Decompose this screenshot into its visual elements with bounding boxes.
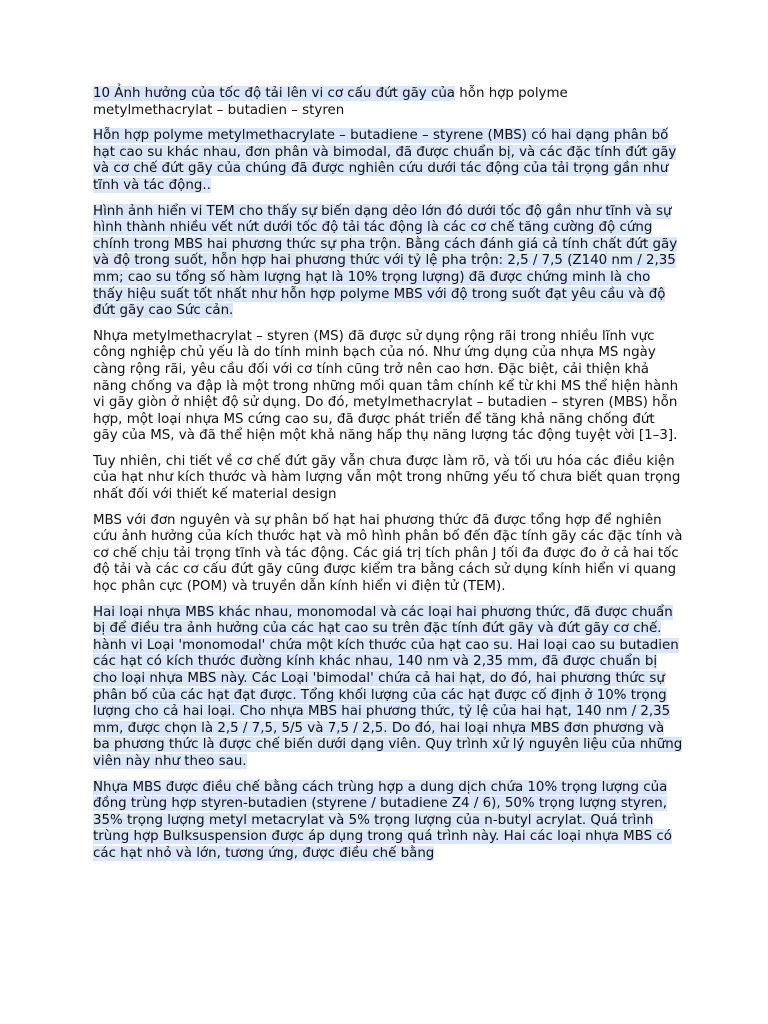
title-highlighted-text: 10 Ảnh hưởng của tốc độ tải lên vi cơ cấu đứt gãy của [93, 86, 456, 101]
paragraph-2 [93, 204, 683, 320]
paragraph-text: Tuy nhiên, chi tiết về cơ chế đứt gãy vẫn chưa được làm rõ, và tối ưu hóa các điều kiện của hạt như kích thước và hàm lượng vẫn một trong những yếu tố chưa biết quan trọng nhất đối với thiết kế material design [93, 453, 681, 503]
paragraph-3 [93, 329, 683, 445]
title-rest-text: hỗn hợp polyme metylmethacrylat – butadien – styren [93, 86, 568, 118]
paragraph-text: Nhựa metylmethacrylat – styren (MS) đã được sử dụng rộng rãi trong nhiều lĩnh vực công nghiệp chủ yếu là do tính minh bạch của nó. Như ứng dụng của nhựa MS ngày càng rộng rãi, yêu cầu đối với cơ tính cũng trở nên cao hơn. Đặc biệt, cải thiện khả năng chống va đập là một trong những mối quan tâm chính kể từ khi MS thể hiện hành vi gãy giòn ở nhiệt độ sử dụng. Do đó, metylmethacrylat – butadien – styren (MBS) hỗn hợp, một loại nhựa MS cứng cao su, đã được phát triển để tăng khả năng chống đứt gãy của MS, và đã thể hiện một khả năng hấp thụ năng lượng tác động tuyệt vời [1–3]. [93, 328, 679, 444]
paragraph-1 [93, 128, 683, 194]
paragraph-text: Hai loại nhựa MBS khác nhau, monomodal và các loại hai phương thức, đã được chuẩn bị để điều tra ảnh hưởng của các hạt cao su trên đặc tính đứt gãy và đứt gãy cơ chế. hành vi Loại 'monomodal' chứa một kích thước của hạt cao su. Hai loại cao su butadien các hạt có kích thước đường kính khác nhau, 140 nm và 2,35 mm, đã được chuẩn bị cho loại nhựa MBS này. Các Loại 'bimodal' chứa cả hai hạt, do đó, hai phương thức sự phân bố của các hạt đạt được. Tổng khối lượng của các hạt được cố định ở 10% trọng lượng cho cả hai loại. Cho nhựa MBS hai phương thức, tỷ lệ của hai hạt, 140 nm / 2,35 mm, được chọn là 2,5 / 7,5, 5/5 và 7,5 / 2,5. Do đó, hai loại nhựa MBS đơn phương và ba phương thức là được chế biến dưới dạng viên. Quy trình xử lý nguyên liệu của những viên này như theo sau. [93, 604, 683, 769]
paragraph-text: MBS với đơn nguyên và sự phân bố hạt hai phương thức đã được tổng hợp để nghiên cứu ảnh hưởng của kích thước hạt và mô hình phân bố đến đặc tính gãy các đặc tính và cơ chế chịu tải trọng tĩnh và tác động. Các giá trị tích phân J tối đa được đo ở cả hai tốc độ tải và các cơ cấu đứt gãy cũng được kiểm tra bằng cách sử dụng kính hiển vi quang học phân cực (POM) và truyền dẫn kính hiển vi điện tử (TEM). [93, 512, 683, 595]
paragraph-5 [93, 513, 683, 596]
paragraph-text: Nhựa MBS được điều chế bằng cách trùng hợp a dung dịch chứa 10% trọng lượng của đồng trùng hợp styren-butadien (styrene / butadiene Z4 / 6), 50% trọng lượng styren, 35% trọng lượng metyl metacrylat và 5% trọng lượng của n-butyl acrylat. Quá trình trùng hợp Bulksuspension được áp dụng trong quá trình này. Hai các loại nhựa MBS có các hạt nhỏ và lớn, tương ứng, được điều chế bằng [93, 779, 672, 861]
paragraph-7 [93, 780, 683, 863]
document-title [93, 86, 683, 119]
paragraph-4 [93, 454, 683, 504]
paragraph-text: Hình ảnh hiển vi TEM cho thấy sự biến dạng dẻo lớn đó dưới tốc độ gần như tĩnh và sự hình thành nhiều vết nứt dưới tốc độ tải tác động là các cơ chế tăng cường độ cứng chính trong MBS hai phương thức sự pha trộn. Bằng cách đánh giá cả tính chất đứt gãy và độ trong suốt, hỗn hợp hai phương thức với tỷ lệ pha trộn: 2,5 / 7,5 (Z140 nm / 2,35 mm; cao su tổng số hàm lượng hạt là 10% trọng lượng) đã được chứng minh là cho thấy hiệu suất tốt nhất như hỗn hợp polyme MBS với độ trong suốt đạt yêu cầu và độ đứt gãy cao Sức cản. [93, 203, 678, 319]
paragraph-6 [93, 605, 683, 771]
document-body [93, 86, 683, 872]
paragraph-text: Hỗn hợp polyme metylmethacrylate – butadiene – styrene (MBS) có hai dạng phân bố hạt cao su khác nhau, đơn phân và bimodal, đã được chuẩn bị, và các đặc tính đứt gãy và cơ chế đứt gãy của chúng đã được nghiên cứu dưới tác động của tải trọng gần như tĩnh và tác động.. [93, 128, 677, 193]
